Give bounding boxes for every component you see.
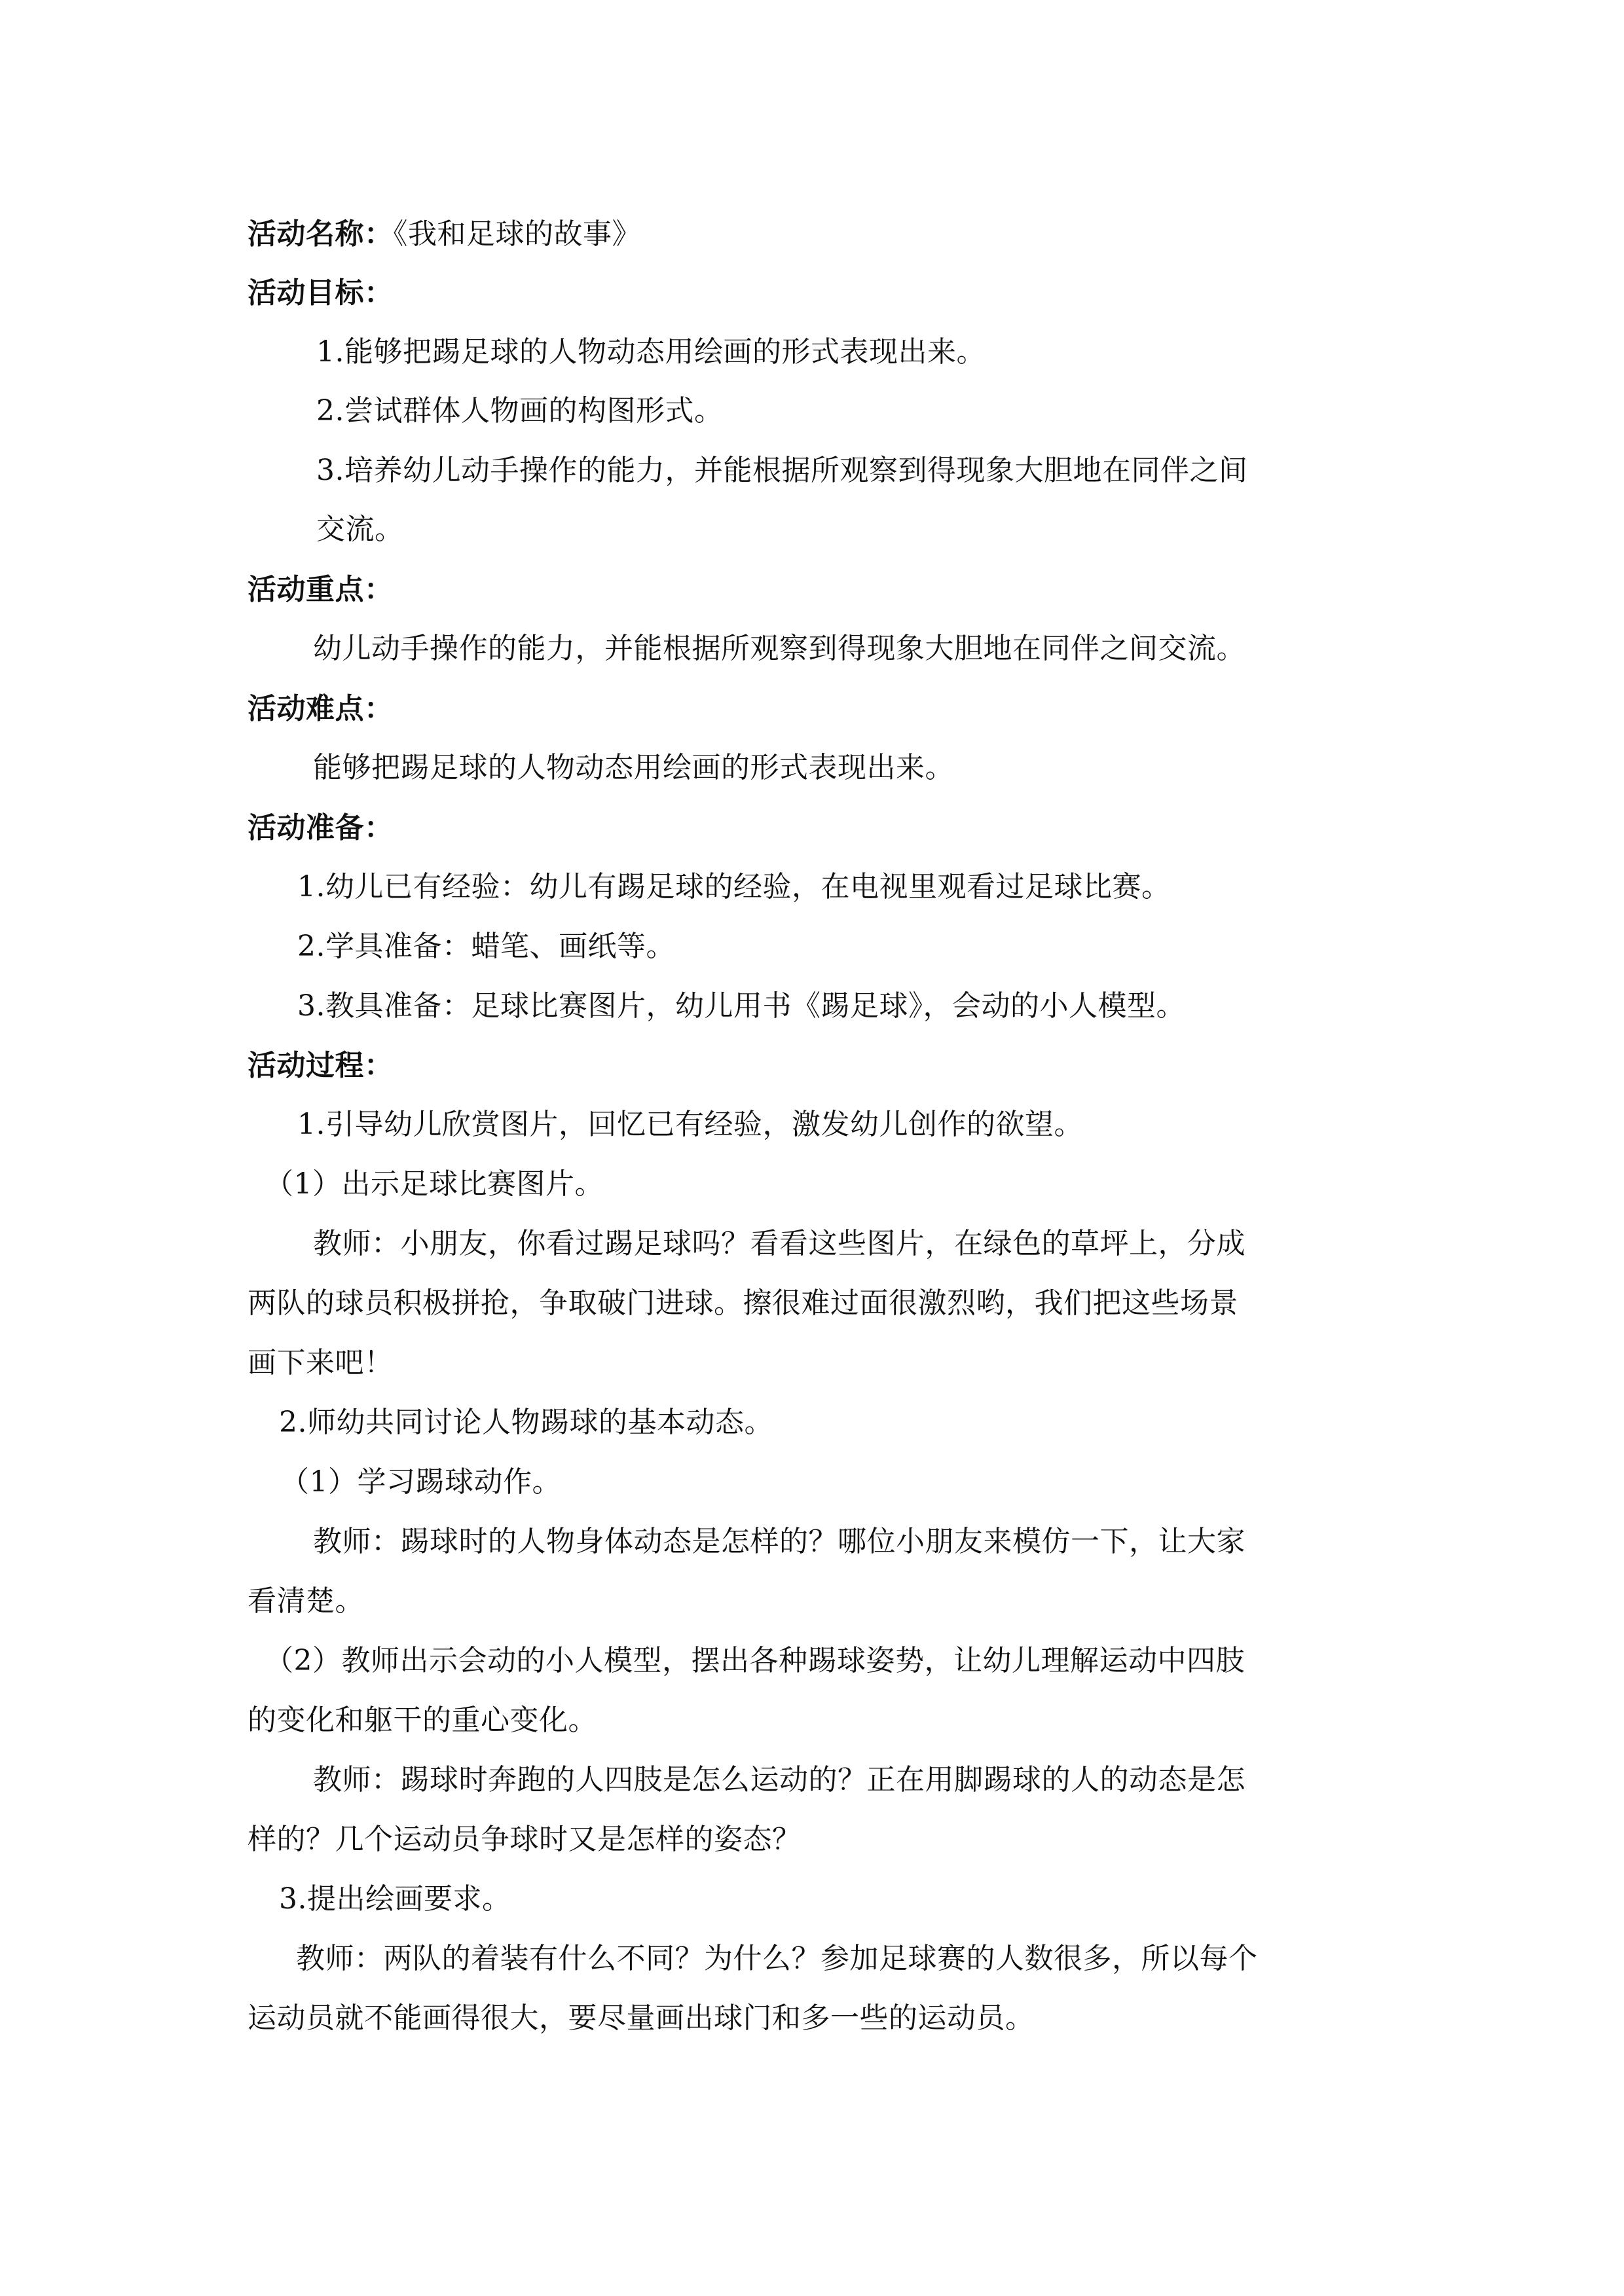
process-step-2-teacher-2-line-2: 样的？几个运动员争球时又是怎样的姿态？ bbox=[248, 1823, 802, 1856]
goals-heading: 活动目标： bbox=[248, 276, 394, 310]
preparation-item-3: 3.教具准备：足球比赛图片，幼儿用书《踢足球》，会动的小人模型。 bbox=[297, 989, 1185, 1023]
process-step-2: 2.师幼共同讨论人物踢球的基本动态。 bbox=[279, 1406, 773, 1439]
preparation-item-2: 2.学具准备：蜡笔、画纸等。 bbox=[297, 930, 675, 963]
process-step-1: 1.引导幼儿欣赏图片，回忆已有经验，激发幼儿创作的欲望。 bbox=[297, 1108, 1083, 1141]
process-step-1-sub-1: （1）出示足球比赛图片。 bbox=[265, 1167, 604, 1201]
preparation-item-1: 1.幼儿已有经验：幼儿有踢足球的经验，在电视里观看过足球比赛。 bbox=[297, 870, 1171, 903]
process-step-1-teacher-line-2: 两队的球员积极拼抢，争取破门进球。擦很难过面很激烈哟，我们把这些场景 bbox=[248, 1286, 1238, 1320]
process-step-1-teacher-line-1: 教师：小朋友，你看过踢足球吗？看看这些图片，在绿色的草坪上，分成 bbox=[313, 1227, 1246, 1260]
process-step-3-teacher-line-1: 教师：两队的着装有什么不同？为什么？参加足球赛的人数很多，所以每个 bbox=[296, 1942, 1258, 1975]
activity-name-line bbox=[248, 216, 641, 253]
process-step-1-teacher-line-3: 画下来吧！ bbox=[248, 1346, 394, 1379]
preparation-heading: 活动准备： bbox=[248, 811, 394, 845]
key-point-heading: 活动重点： bbox=[248, 573, 394, 606]
process-step-2-teacher-2-line-1: 教师：踢球时奔跑的人四肢是怎么运动的？正在用脚踢球的人的动态是怎 bbox=[313, 1763, 1246, 1796]
activity-name-label: 活动名称： bbox=[248, 217, 394, 251]
process-step-2-teacher-1-line-2: 看清楚。 bbox=[248, 1584, 364, 1618]
goal-item-3-line-2: 交流。 bbox=[316, 513, 404, 546]
goal-item-2: 2.尝试群体人物画的构图形式。 bbox=[316, 394, 724, 428]
goal-item-3-line-1: 3.培养幼儿动手操作的能力，并能根据所观察到得现象大胆地在同伴之间 bbox=[316, 454, 1248, 487]
difficulty-text: 能够把踢足球的人物动态用绘画的形式表现出来。 bbox=[313, 751, 954, 784]
key-point-text: 幼儿动手操作的能力，并能根据所观察到得现象大胆地在同伴之间交流。 bbox=[313, 632, 1246, 665]
process-step-3-teacher-line-2: 运动员就不能画得很大，要尽量画出球门和多一些的运动员。 bbox=[248, 2001, 1035, 2035]
process-step-2-teacher-1-line-1: 教师：踢球时的人物身体动态是怎样的？哪位小朋友来模仿一下，让大家 bbox=[313, 1525, 1246, 1558]
process-heading: 活动过程： bbox=[248, 1049, 394, 1082]
process-step-2-sub-2-line-2: 的变化和躯干的重心变化。 bbox=[248, 1704, 597, 1737]
process-step-2-sub-1: （1）学习踢球动作。 bbox=[280, 1465, 561, 1499]
activity-name-value: 《我和足球的故事》 bbox=[393, 217, 641, 251]
goal-item-1: 1.能够把踢足球的人物动态用绘画的形式表现出来。 bbox=[316, 335, 986, 369]
process-step-3: 3.提出绘画要求。 bbox=[279, 1882, 511, 1916]
difficulty-heading: 活动难点： bbox=[248, 692, 394, 725]
process-step-2-sub-2-line-1: （2）教师出示会动的小人模型，摆出各种踢球姿势，让幼儿理解运动中四肢 bbox=[265, 1644, 1245, 1677]
